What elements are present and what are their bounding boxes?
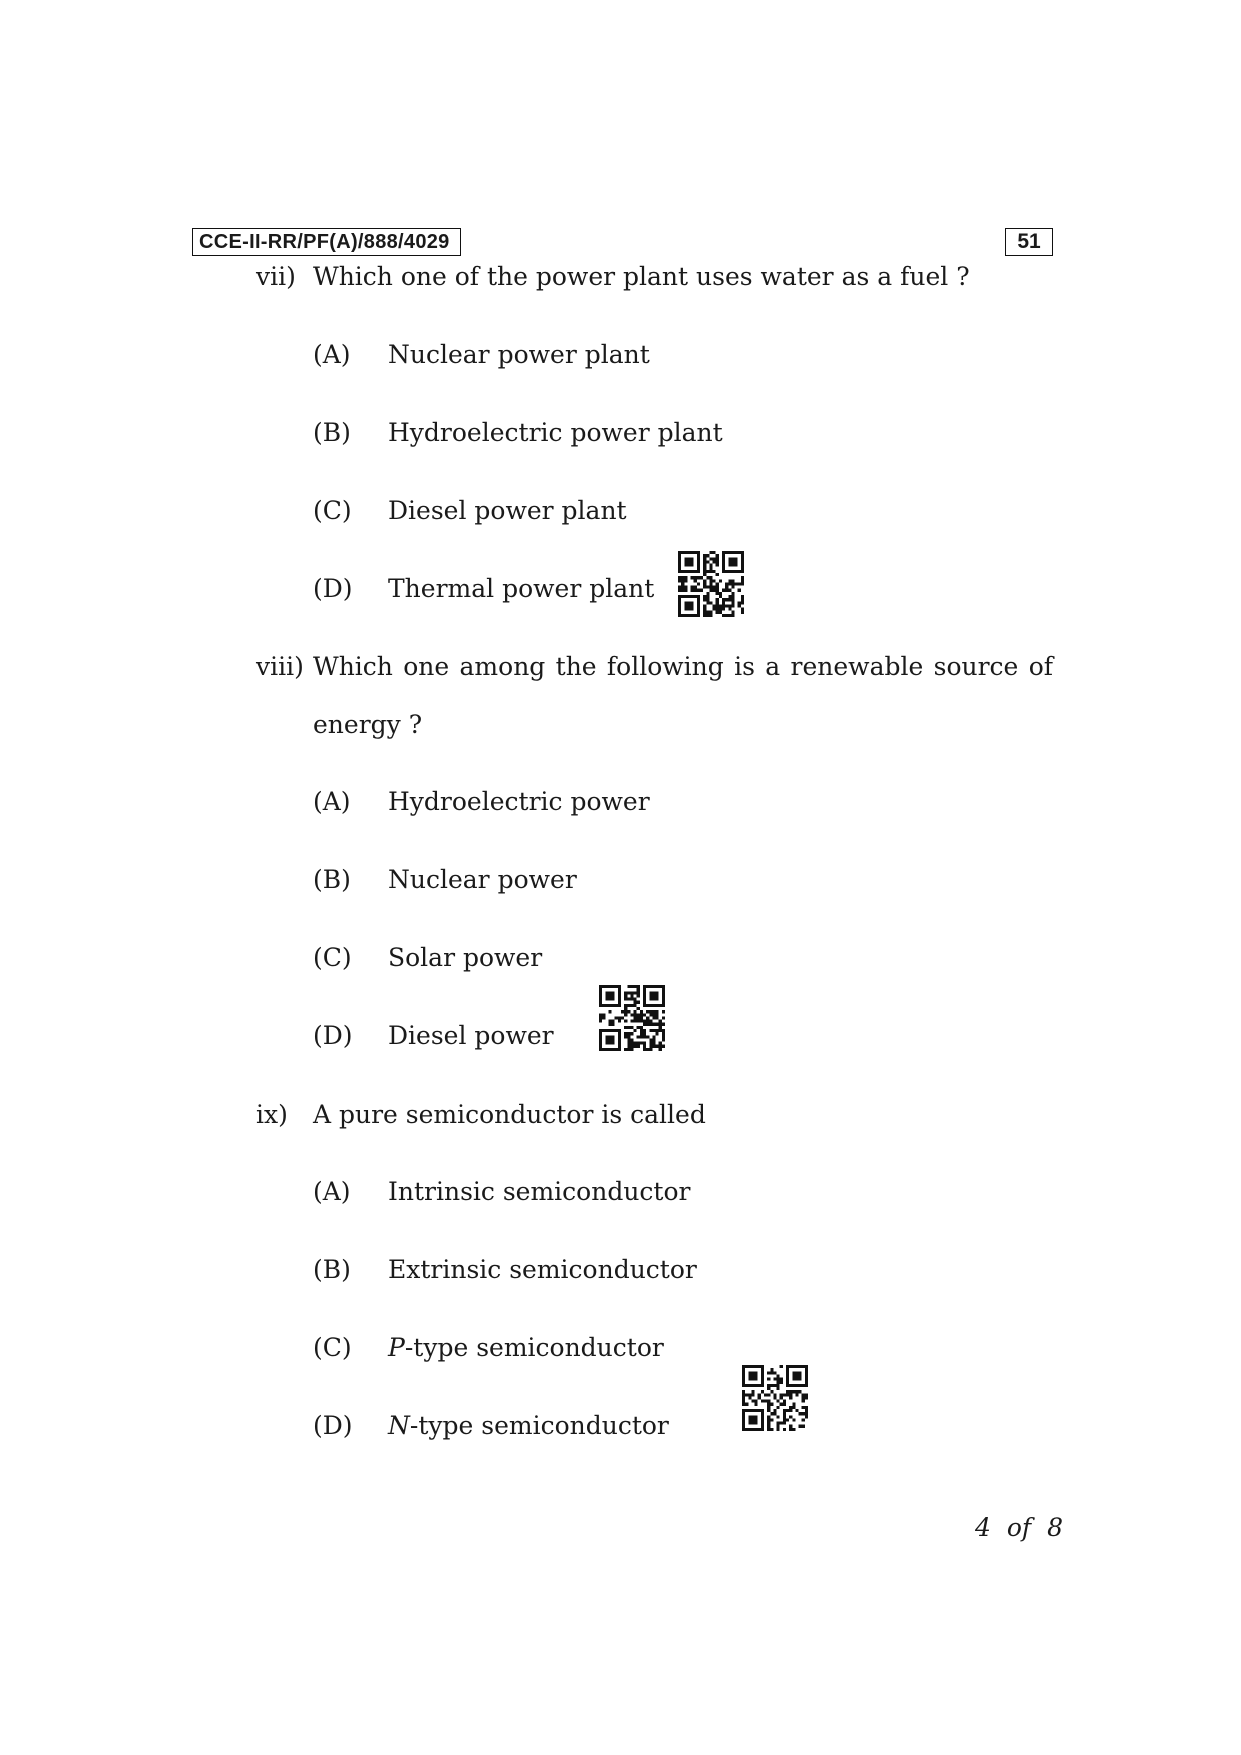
option-text xyxy=(388,1411,669,1440)
option-text-rest: -type semiconductor xyxy=(404,1333,664,1362)
option-text: Hydroelectric power plant xyxy=(388,418,723,447)
option-label: (A) xyxy=(313,787,351,816)
option-text: Extrinsic semiconductor xyxy=(388,1255,697,1284)
italic-prefix: N xyxy=(388,1411,410,1440)
question-text: A pure semiconductor is called xyxy=(313,1100,706,1129)
question-text: Which one among the following is a renewable source of xyxy=(313,652,1053,681)
question-text-continued: energy ? xyxy=(313,710,423,739)
option-label: (A) xyxy=(313,340,351,369)
option-label: (B) xyxy=(313,865,351,894)
option-label: (A) xyxy=(313,1177,351,1206)
italic-prefix: P xyxy=(388,1333,405,1362)
option-text: Hydroelectric power xyxy=(388,787,650,816)
page-indicator: 4 of 8 xyxy=(975,1513,1064,1542)
option-label: (D) xyxy=(313,574,353,603)
option-text xyxy=(388,1333,664,1362)
qr-code-icon xyxy=(599,985,665,1051)
qr-code-icon xyxy=(678,551,744,617)
option-label: (D) xyxy=(313,1411,353,1440)
question-number: viii) xyxy=(256,652,304,681)
option-label: (D) xyxy=(313,1021,353,1050)
qr-code-icon xyxy=(742,1365,808,1431)
option-text: Nuclear power xyxy=(388,865,577,894)
question-number: vii) xyxy=(256,262,296,291)
option-text: Nuclear power plant xyxy=(388,340,650,369)
option-label: (B) xyxy=(313,418,351,447)
option-text: Solar power xyxy=(388,943,543,972)
question-number: ix) xyxy=(256,1100,288,1129)
page-code: 51 xyxy=(1005,228,1053,256)
question-text: Which one of the power plant uses water as a fuel ? xyxy=(313,262,970,291)
option-text: Diesel power plant xyxy=(388,496,627,525)
option-label: (C) xyxy=(313,496,352,525)
option-text: Diesel power xyxy=(388,1021,554,1050)
option-label: (C) xyxy=(313,943,352,972)
option-text-rest: -type semiconductor xyxy=(409,1411,669,1440)
option-label: (C) xyxy=(313,1333,352,1362)
option-text: Intrinsic semiconductor xyxy=(388,1177,691,1206)
option-text: Thermal power plant xyxy=(388,574,655,603)
paper-code: CCE-II-RR/PF(A)/888/4029 xyxy=(192,228,461,256)
option-label: (B) xyxy=(313,1255,351,1284)
